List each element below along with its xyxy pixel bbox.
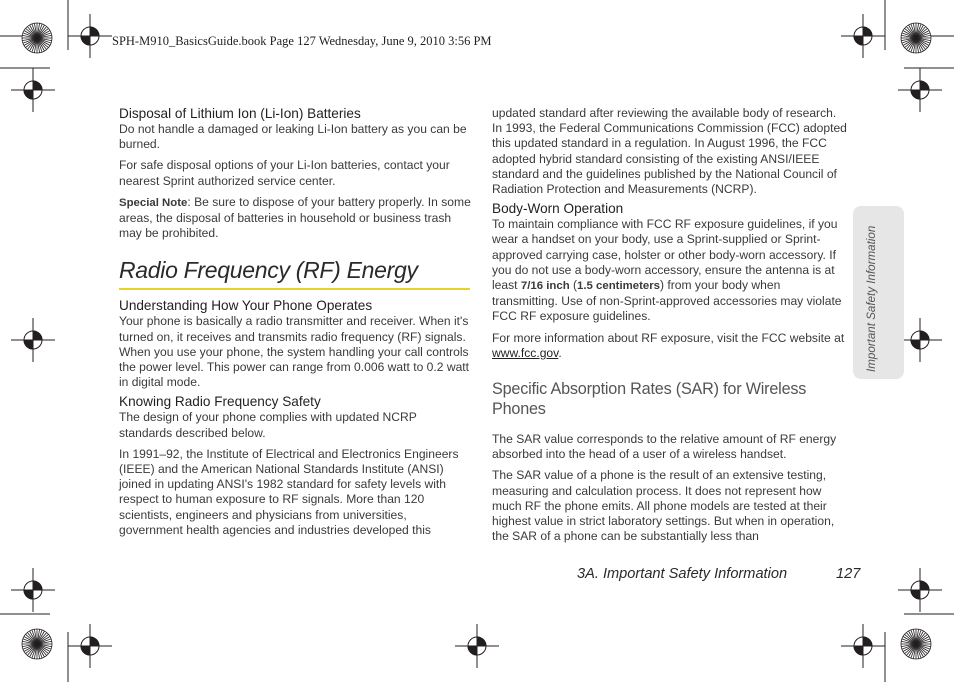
registration-mark xyxy=(841,14,885,58)
registration-mark xyxy=(68,624,112,668)
section-title-rule xyxy=(119,288,470,290)
operates-paragraph: Your phone is basically a radio transmitter and receiver. When it's turned on, it receives and transmits radio frequency (RF) signals. When you use your phone, the system handling your call controls the power level. This power can range from 0.006 watt to 0.2 watt in digital mode. xyxy=(119,314,470,390)
disposal-heading: Disposal of Lithium Ion (Li-Ion) Batteries xyxy=(119,106,361,121)
fcc-text: For more information about RF exposure, visit the FCC website at xyxy=(492,330,845,345)
body-worn-heading: Body-Worn Operation xyxy=(492,201,624,217)
special-note xyxy=(119,195,471,242)
knowing-heading: Knowing Radio Frequency Safety xyxy=(119,394,321,410)
sar-paragraph-1: The SAR value corresponds to the relative amount of RF energy absorbed into the head of a user of a wireless handset. xyxy=(492,432,837,462)
registration-mark xyxy=(11,68,55,112)
left-column xyxy=(119,106,471,538)
operates-heading: Understanding How Your Phone Operates xyxy=(119,298,373,314)
continued-paragraph: updated standard after reviewing the available body of research. In 1993, the Federal Communications Commission (FCC) adopted this updated standard in a regulation. In August 1996, the FCC adopted hybrid standard consisting of the existing ANSI/IEEE standard and the guidelines published by the National Council of Radiation Protection and Measurements (NCRP). xyxy=(492,106,847,197)
footer-section-name: 3A. Important Safety Information xyxy=(577,566,788,582)
registration-mark xyxy=(898,318,942,362)
registration-mark xyxy=(841,624,885,668)
section-title: Radio Frequency (RF) Energy xyxy=(119,257,418,284)
knowing-paragraph-1: The design of your phone complies with updated NCRP standards described below. xyxy=(119,410,417,440)
registration-mark xyxy=(11,568,55,612)
body-worn-text-b: ( xyxy=(569,278,578,293)
right-column xyxy=(492,106,848,544)
registration-mark xyxy=(68,14,112,58)
fcc-link[interactable]: www.fcc.gov xyxy=(492,345,559,360)
page-number: 127 xyxy=(836,566,861,582)
distance-cm: 1.5 centimeters xyxy=(577,280,660,293)
star-target-mark xyxy=(22,629,52,659)
body-worn-paragraph-1 xyxy=(492,217,848,324)
registration-mark xyxy=(898,568,942,612)
special-note-text: : Be sure to dispose of your battery properly. In some areas, the disposal of batteries in household or business trash may be prohibited. xyxy=(119,194,471,241)
side-tab xyxy=(853,206,904,379)
registration-mark xyxy=(11,318,55,362)
star-target-mark xyxy=(901,629,931,659)
body-worn-text-a: To maintain compliance with FCC RF exposure guidelines, if you wear a handset on your body, use a Sprint-supplied or Sprint-approved carrying case, holster or other body-worn accessory. If you do not use a body-worn accessory, ensure the antenna is at least xyxy=(492,217,838,293)
star-target-mark xyxy=(22,23,52,53)
body-worn-paragraph-2 xyxy=(492,331,848,361)
star-target-mark xyxy=(901,23,931,53)
sar-paragraph-2: The SAR value of a phone is the result of an extensive testing, measuring and calculation process. It does not represent how much RF the phone emits. All phone models are tested at their highest value in strict laboratory settings. But when in operation, the SAR of a phone can be substantially less than xyxy=(492,468,835,544)
sar-heading: Specific Absorption Rates (SAR) for Wireless Phones xyxy=(492,380,807,419)
registration-mark xyxy=(898,68,942,112)
distance-inch: 7/16 inch xyxy=(520,280,570,293)
disposal-paragraph-1: Do not handle a damaged or leaking Li-Ion battery as you can be burned. xyxy=(119,122,467,152)
registration-mark xyxy=(455,624,499,668)
disposal-paragraph-2: For safe disposal options of your Li-Ion batteries, contact your nearest Sprint authorized service center. xyxy=(119,158,450,188)
special-note-label: Special Note xyxy=(119,196,188,209)
body-worn-text-c: ) from your body when transmitting. Use of non-Sprint-approved accessories may violate FCC RF exposure guidelines. xyxy=(492,278,842,324)
knowing-paragraph-2: In 1991–92, the Institute of Electrical and Electronics Engineers (IEEE) and the American National Standards Institute (ANSI) joined in updating ANSI's 1982 standard for safety levels with respect to human exposure to RF signals. More than 120 scientists, engineers and physicians from universities, government health agencies and industries developed this xyxy=(119,446,459,537)
print-file-stamp: SPH-M910_BasicsGuide.book Page 127 Wednesday, June 9, 2010 3:56 PM xyxy=(112,34,492,48)
fcc-text-end: . xyxy=(558,345,562,360)
side-tab-label: Important Safety Information xyxy=(865,225,878,372)
